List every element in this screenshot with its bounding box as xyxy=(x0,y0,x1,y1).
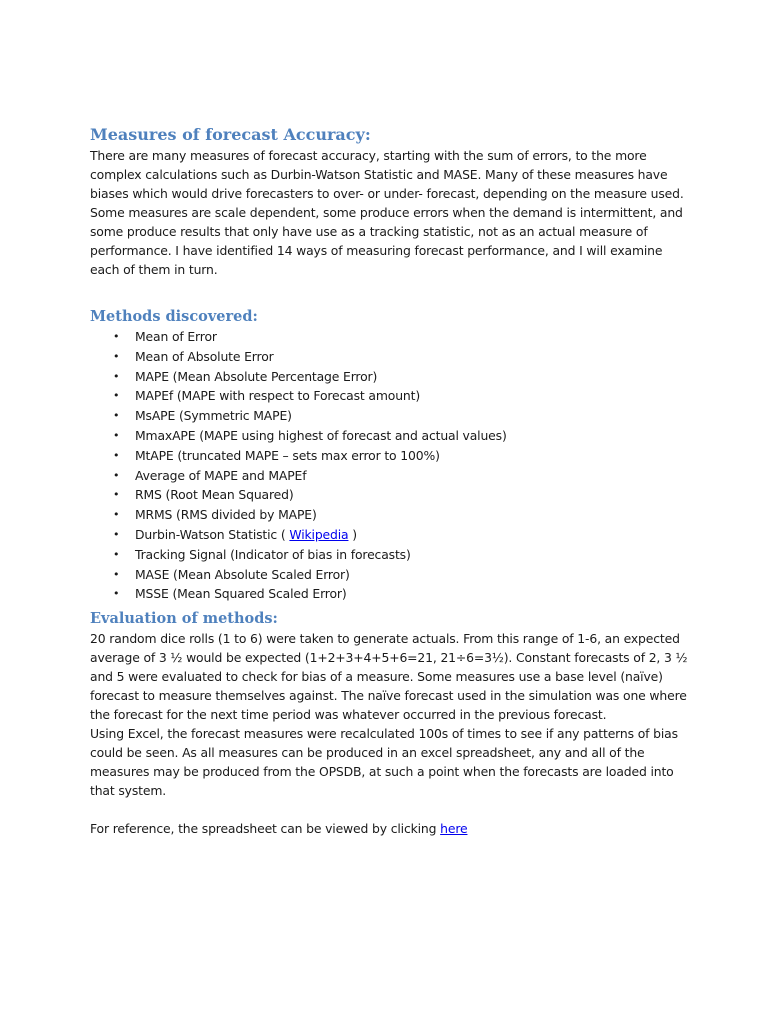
list-item-label: Mean of Error xyxy=(135,329,217,344)
bullet-icon: • xyxy=(113,488,120,502)
list-item-label: MAPE (Mean Absolute Percentage Error) xyxy=(135,368,378,384)
list-item xyxy=(90,347,690,367)
wikipedia-link[interactable]: Wikipedia xyxy=(289,526,349,542)
list-item-label: MtAPE (truncated MAPE – sets max error to 100%) xyxy=(135,447,440,463)
bullet-icon: • xyxy=(113,567,120,581)
list-item-label: Average of MAPE and MAPEf xyxy=(135,467,307,483)
methods-heading: Methods discovered: xyxy=(90,308,258,325)
reference-text: For reference, the spreadsheet can be viewed by clicking xyxy=(90,821,437,837)
bullet-icon: • xyxy=(113,330,120,343)
document-page xyxy=(90,124,690,838)
list-item xyxy=(90,327,690,347)
bullet-icon: • xyxy=(113,369,120,383)
spreadsheet-link[interactable]: here xyxy=(440,821,468,837)
page-title: Measures of forecast Accuracy: xyxy=(90,125,371,144)
list-item xyxy=(90,386,690,406)
list-item-label-close: ) xyxy=(352,526,357,542)
list-item-label: RMS (Root Mean Squared) xyxy=(135,487,294,503)
evaluation-paragraph-1: 20 random dice rolls (1 to 6) were taken to generate actuals. From this range of 1-6, an expected average of 3 ½ would be expected (1+2+3+4+5+6=21, 21÷6=3½). Constant forecasts of 2, 3 ½ and 5 were evaluated to check for bias of a measure. Some measures use a base level (naïve) forecast to measure themselves against. The naïve forecast used in the simulation was one where the forecast for the next time period was whatever occurred in the previous forecast. xyxy=(90,631,688,723)
list-item xyxy=(90,367,690,387)
list-item-label: MAPEf (MAPE with respect to Forecast amount) xyxy=(135,388,421,404)
evaluation-heading: Evaluation of methods: xyxy=(90,610,278,628)
bullet-icon: • xyxy=(113,587,120,601)
list-item xyxy=(90,584,690,604)
list-item xyxy=(90,485,690,505)
list-item xyxy=(90,426,690,446)
list-item-label: MASE (Mean Absolute Scaled Error) xyxy=(135,566,350,582)
evaluation-paragraph-2: Using Excel, the forecast measures were recalculated 100s of times to see if any patterns of bias could be seen. As all measures can be produced in an excel spreadsheet, any and all of the measures may be produced from the OPSDB, at such a point when the forecasts are loaded into that system. xyxy=(90,726,678,799)
bullet-icon: • xyxy=(113,409,120,423)
bullet-icon: • xyxy=(113,527,120,541)
list-item-label: Mean of Absolute Error xyxy=(135,348,274,364)
bullet-icon: • xyxy=(113,349,120,363)
list-item xyxy=(90,446,690,466)
list-item-label: Tracking Signal (Indicator of bias in forecasts) xyxy=(135,546,411,562)
list-item xyxy=(90,565,690,585)
bullet-icon: • xyxy=(113,389,120,403)
list-item-label: MRMS (RMS divided by MAPE) xyxy=(135,507,317,523)
bullet-icon: • xyxy=(113,547,120,561)
methods-list xyxy=(90,327,690,604)
list-item xyxy=(90,466,690,486)
list-item-label: MmaxAPE (MAPE using highest of forecast and actual values) xyxy=(135,427,507,443)
reference-paragraph xyxy=(90,819,690,838)
intro-paragraph: There are many measures of forecast accuracy, starting with the sum of errors, to the more complex calculations such as Durbin-Watson Statistic and MASE. Many of these measures have biases which would drive forecasters to over- or under- forecast, depending on the measure used. Some measures are scale dependent, some produce errors when the demand is intermittent, and some produce results that only have use as a tracking statistic, not as an actual measure of performance. I have identified 14 ways of measuring forecast performance, and I will examine each of them in turn. xyxy=(90,148,684,277)
list-item-label: Durbin-Watson Statistic ( xyxy=(135,526,286,542)
list-item-label: MsAPE (Symmetric MAPE) xyxy=(135,408,292,424)
list-item-label: MSSE (Mean Squared Scaled Error) xyxy=(135,586,347,602)
list-item xyxy=(90,545,690,565)
bullet-icon: • xyxy=(113,448,120,462)
list-item xyxy=(90,406,690,426)
bullet-icon: • xyxy=(113,468,120,482)
list-item xyxy=(90,525,690,545)
bullet-icon: • xyxy=(113,428,120,442)
bullet-icon: • xyxy=(113,508,120,522)
list-item xyxy=(90,505,690,525)
